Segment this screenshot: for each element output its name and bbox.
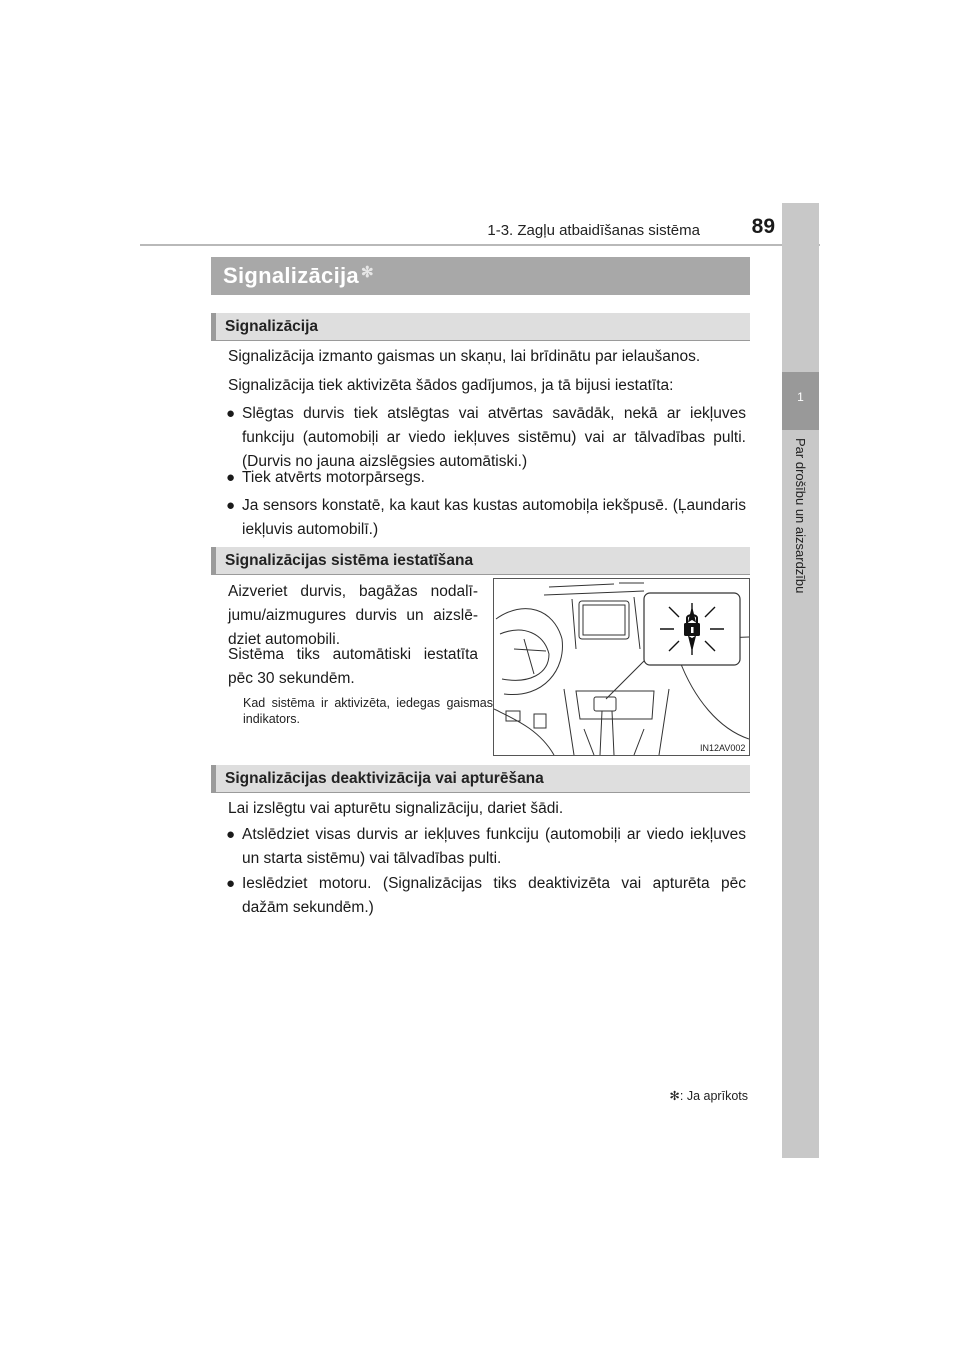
footnote [600,1088,748,1103]
chapter-label-wrap [790,438,810,668]
list-item-text: Tiek atvērts motorpārsegs. [242,469,425,486]
page-title-text: Signalizācija [223,263,359,288]
dashboard-illustration [493,578,750,756]
list-item-text: Slēgtas durvis tiek atslēgtas vai atvērtas savādāk, nekā ar iekļuves funkciju (automobiļi ar viedo iekļuves sistēmu) vai ar tālvadības pulti. (Durvis no jauna aizslēgsies automātiski.) [242,405,746,470]
page-number: 89 [751,215,775,238]
chapter-tab-bar [782,203,819,1158]
bullet-icon: ● [226,497,236,514]
bullet-icon: ● [226,826,236,843]
list-item [228,402,746,474]
subheading-text: Signalizācijas deaktivizācija vai apturēšana [225,770,544,787]
bullet-icon: ● [226,469,236,486]
bullet-icon: ● [226,405,236,422]
subheading-signalizacija [211,313,750,341]
paragraph: Lai izslēgtu vai apturētu signalizāciju, dariet šādi. [228,800,564,817]
dashboard-drawing [494,579,749,755]
list-item [228,872,746,920]
chapter-label: Par drošību un aizsardzību [793,438,808,594]
list-item-text: Ja sensors konstatē, ka kaut kas kustas automobiļa iekšpusē. (Ļaundaris iekļuvis automobilī.) [242,497,746,538]
paragraph: Signalizācija tiek aktivizēta šādos gadījumos, ja tā bijusi iestatīta: [228,377,674,394]
page-title [223,263,374,289]
list-item-text: Ieslēdziet motoru. (Signalizācijas tiks deaktivizēta vai apturēta pēc dažām sekundēm.) [242,875,746,916]
subheading-text: Signalizācijas sistēma iestatīšana [225,552,474,569]
header-section-title: 1-3. Zagļu atbaidīšanas sistēma [487,222,700,239]
list-item [228,823,746,871]
paragraph: Sistēma tiks automātiski iestatīta pēc 30 sekundēm. [228,646,478,687]
list-item [228,466,746,490]
subheading-deaktivizacija [211,765,750,793]
subheading-rule [211,792,750,793]
image-code: IN12AV002 [700,743,746,753]
list-item [228,494,746,542]
chapter-number: 1 [797,390,804,404]
list-item-text: Atslēdziet visas durvis ar iekļuves funkciju (automobiļi ar viedo iekļuves un starta sistēmu) vai tālvadības pulti. [242,826,746,867]
subheading-rule [211,574,750,575]
asterisk-icon: ✻ [669,1089,680,1103]
note: Kad sistēma ir aktivizēta, iedegas gaismas indikators. [243,696,493,726]
subheading-text: Signalizācija [225,318,319,335]
paragraph: Aizveriet durvis, bagāžas nodalī-jumu/aizmugures durvis un aizslē-dziet automobili. [228,583,478,648]
header-rule [140,244,820,246]
footnote-text: : Ja aprīkots [679,1089,748,1103]
paragraph: Signalizācija izmanto gaismas un skaņu, lai brīdinātu par ielaušanos. [228,348,701,365]
subheading-rule [211,340,750,341]
bullet-icon: ● [226,875,236,892]
asterisk-icon: ✻ [360,264,374,281]
subheading-iestatisana [211,547,750,575]
